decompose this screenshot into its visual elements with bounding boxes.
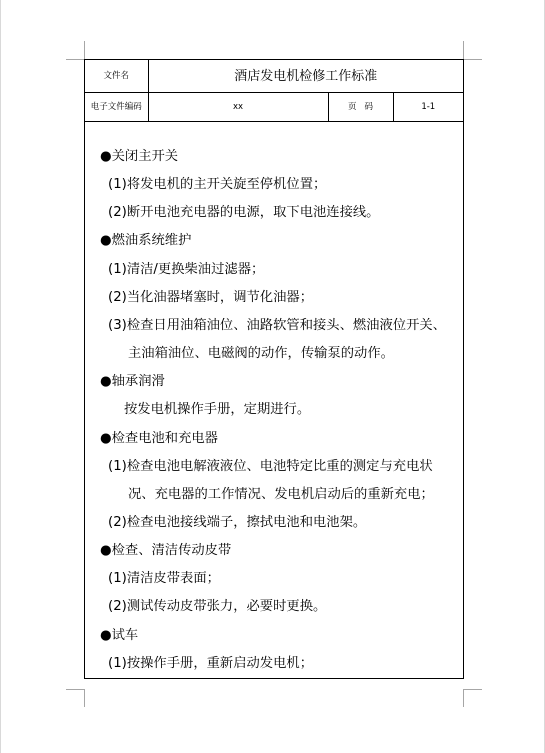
list-item: (1)将发电机的主开关旋至停机位置； — [108, 177, 327, 193]
crop-mark-tl-v — [84, 41, 85, 59]
list-item: (1)清洁皮带表面； — [108, 571, 220, 587]
electronic-file-no-label: 电子文件编码 — [85, 93, 148, 122]
page-edge-left — [0, 0, 1, 753]
list-item: (2)当化油器堵塞时，调节化油器； — [108, 289, 313, 305]
crop-mark-br-h — [464, 689, 482, 690]
crop-mark-br-v — [463, 689, 464, 707]
list-item: (1)清洁/更换柴油过滤器； — [108, 261, 265, 277]
section-heading: ●轴承润滑 — [100, 374, 165, 390]
page-number-value: 1-1 — [393, 93, 463, 122]
section-heading: ●检查、清洁传动皮带 — [100, 543, 232, 559]
header-table — [85, 60, 463, 122]
list-item: (2)测试传动皮带张力，必要时更换。 — [108, 599, 327, 615]
list-item: (2)断开电池充电器的电源，取下电池连接线。 — [108, 205, 380, 221]
section-heading: ●试车 — [100, 627, 139, 643]
crop-mark-bl-v — [84, 689, 85, 707]
section-heading: ●关闭主开关 — [100, 149, 179, 164]
section-heading: ●燃油系统维护 — [100, 233, 192, 249]
crop-mark-bl-h — [66, 689, 84, 690]
page-number-label: 页 码 — [328, 93, 393, 122]
document-frame — [84, 59, 464, 679]
list-item: (2)检查电池接线端子，擦拭电池和电池架。 — [108, 514, 367, 530]
document-title: 酒店发电机检修工作标准 — [148, 60, 463, 93]
electronic-file-no-value: xx — [148, 93, 328, 122]
list-item: (3)检查日用油箱油位、油路软管和接头、燃油液位开关、 — [108, 317, 446, 333]
header-row-2 — [85, 93, 463, 122]
body-text: 按发电机操作手册，定期进行。 — [124, 402, 311, 418]
body-text: 况、充电器的工作情况、发电机启动后的重新充电； — [128, 486, 434, 502]
crop-mark-tr-v — [463, 41, 464, 59]
file-name-label: 文件名 — [85, 60, 148, 93]
crop-mark-tl-h — [66, 59, 84, 60]
crop-mark-tr-h — [464, 59, 482, 60]
section-heading: ●检查电池和充电器 — [100, 430, 218, 446]
list-item: (1)检查电池电解液液位、电池特定比重的测定与充电状 — [108, 458, 433, 474]
body-text: 主油箱油位、电磁阀的动作，传输泵的动作。 — [128, 346, 394, 362]
header-row-1 — [85, 60, 463, 93]
list-item: (1)按操作手册，重新启动发电机； — [108, 655, 313, 671]
